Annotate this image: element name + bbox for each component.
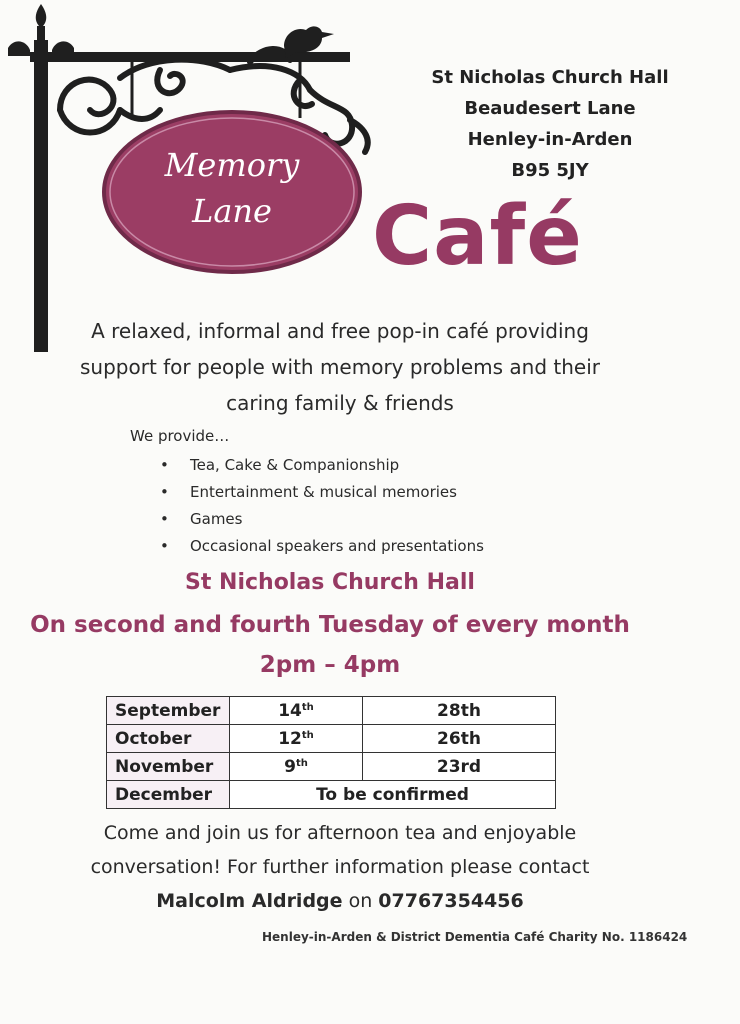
first-date-cell: 14th	[230, 697, 363, 725]
contact-phone: 07767354456	[378, 890, 524, 912]
address-block	[400, 62, 700, 186]
cafe-heading: Café	[372, 189, 583, 284]
dates-table	[106, 696, 556, 809]
post-finial	[36, 4, 47, 28]
intro-text	[40, 313, 640, 421]
contact-on: on	[342, 890, 379, 912]
scroll-ornament	[60, 80, 113, 115]
provide-list	[160, 452, 484, 560]
address-postcode: B95 5JY	[511, 160, 589, 181]
tbc-cell: To be confirmed	[230, 781, 556, 809]
contact-block	[40, 816, 640, 918]
list-item-text: Entertainment & musical memories	[190, 483, 457, 501]
list-item-text: Games	[190, 510, 243, 528]
list-item	[160, 479, 484, 506]
bullet-icon: •	[160, 510, 169, 528]
scroll-ornament	[120, 110, 160, 119]
list-item-text: Occasional speakers and presentations	[190, 537, 484, 555]
month-cell: October	[107, 725, 230, 753]
address-line: St Nicholas Church Hall	[431, 67, 669, 88]
intro-line: caring family & friends	[226, 391, 454, 415]
second-date-cell: 23rd	[363, 753, 556, 781]
first-date-cell: 12th	[230, 725, 363, 753]
month-cell: September	[107, 697, 230, 725]
provide-label: We provide…	[130, 427, 230, 445]
month-cell: November	[107, 753, 230, 781]
intro-line: support for people with memory problems and their	[80, 355, 600, 379]
list-item	[160, 452, 484, 479]
sign-post	[34, 40, 48, 352]
contact-line: conversation! For further information please contact	[90, 856, 590, 878]
second-date-cell: 26th	[363, 725, 556, 753]
venue-name: St Nicholas Church Hall	[185, 570, 475, 595]
contact-name: Malcolm Aldridge	[156, 890, 343, 912]
charity-footer: Henley-in-Arden & District Dementia Café Charity No. 1186424	[262, 930, 688, 944]
intro-line: A relaxed, informal and free pop-in café providing	[91, 319, 589, 343]
month-cell: December	[107, 781, 230, 809]
table-row	[107, 781, 556, 809]
address-line: Henley-in-Arden	[467, 129, 633, 150]
list-item-text: Tea, Cake & Companionship	[190, 456, 400, 474]
sign-line-2: Lane	[192, 192, 272, 230]
table-row	[107, 753, 556, 781]
scroll-ornament	[157, 70, 182, 93]
bullet-icon: •	[160, 483, 169, 501]
contact-line: Come and join us for afternoon tea and enjoyable	[103, 822, 577, 844]
meeting-time: 2pm – 4pm	[259, 652, 401, 678]
address-line: Beaudesert Lane	[464, 98, 636, 119]
first-date-cell: 9th	[230, 753, 363, 781]
bullet-icon: •	[160, 537, 169, 555]
memory-lane-sign	[0, 0, 390, 360]
list-item	[160, 506, 484, 533]
meeting-schedule: On second and fourth Tuesday of every month	[30, 612, 630, 638]
second-date-cell: 28th	[363, 697, 556, 725]
table-row	[107, 697, 556, 725]
table-row	[107, 725, 556, 753]
bullet-icon: •	[160, 456, 169, 474]
contact-details	[40, 884, 640, 918]
sign-arm	[30, 52, 350, 62]
list-item	[160, 533, 484, 560]
sign-line-1: Memory	[164, 146, 300, 184]
